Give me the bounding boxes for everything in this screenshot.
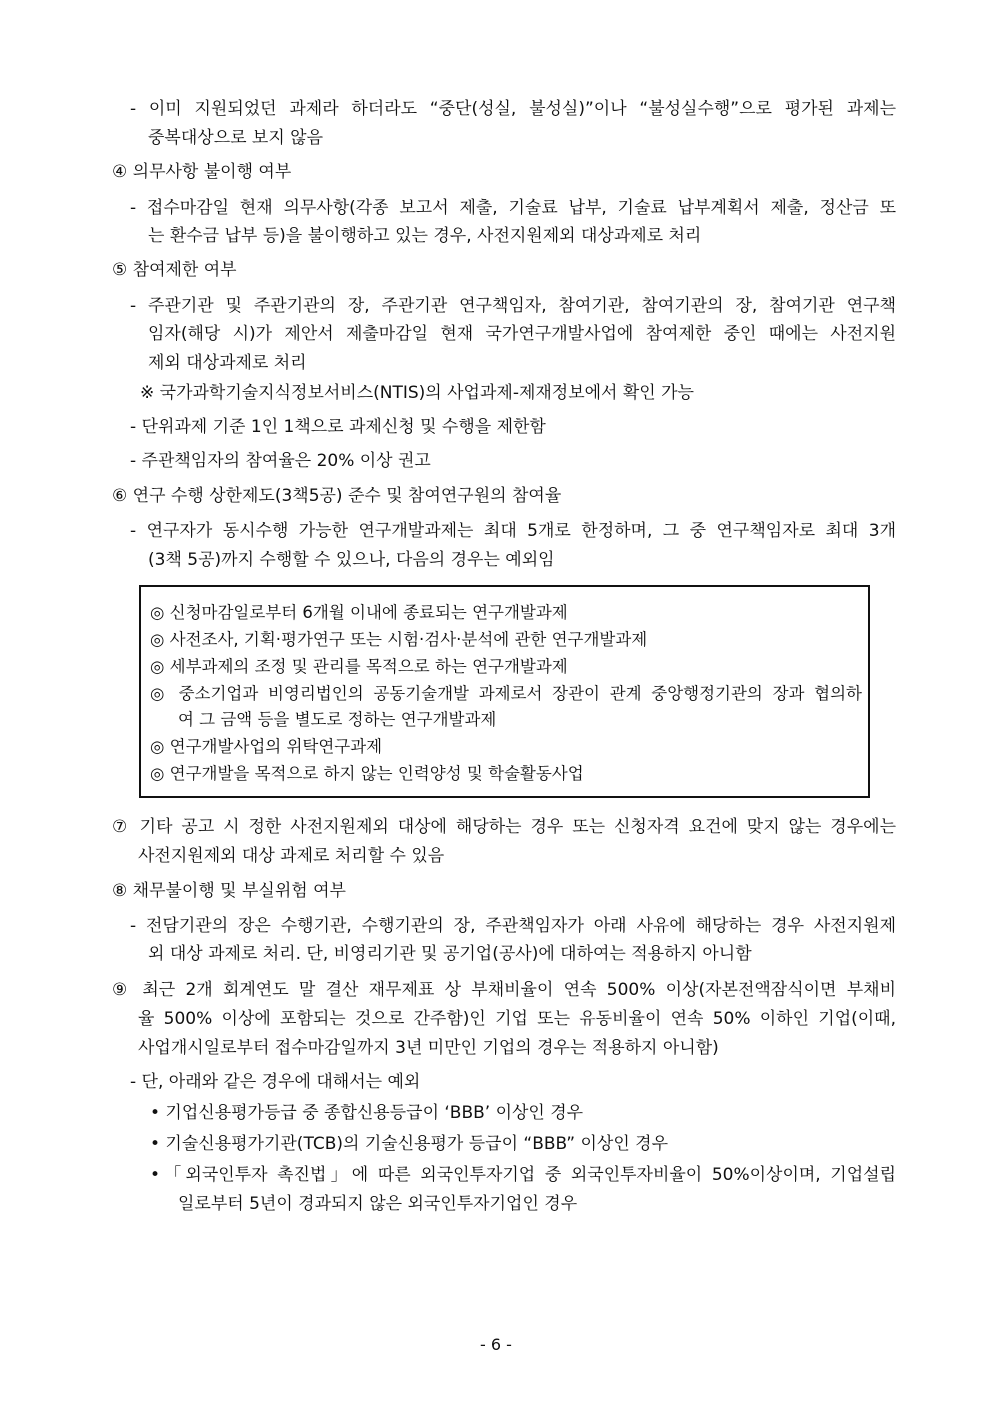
section-heading: ⑦ 기타 공고 시 정한 사전지원제외 대상에 해당하는 경우 또는 신청자격 요건에 맞지 않는 경우에는 [112,817,896,837]
page-number: - 6 - [480,1335,512,1354]
text-line: - 접수마감일 현재 의무사항(각종 보고서 제출, 기술료 납부, 기술료 납부계획서 제출, 정산금 또 [130,198,896,218]
bullet-item: 일로부터 5년이 경과되지 않은 외국인투자기업인 경우 [178,1194,578,1214]
bullet-item: • 기업신용평가등급 중 종합신용등급이 ‘BBB’ 이상인 경우 [150,1103,584,1123]
box-item: ◎ 신청마감일로부터 6개월 이내에 종료되는 연구개발과제 [150,603,568,622]
box-item: 여 그 금액 등을 별도로 정하는 연구개발과제 [178,710,497,729]
text-line: - 연구자가 동시수행 가능한 연구개발과제는 최대 5개로 한정하며, 그 중 연구책임자로 최대 3개 [130,521,896,541]
text-line: 임자(해당 시)가 제안서 제출마감일 현재 국가연구개발사업에 참여제한 중인 때에는 사전지원 [148,324,896,344]
text-line: - 전담기관의 장은 수행기관, 수행기관의 장, 주관책임자가 아래 사유에 해당하는 경우 사전지원제 [130,916,896,936]
text-line: 율 500% 이상에 포함되는 것으로 간주함)인 기업 또는 유동비율이 연속 50% 이하인 기업(이때, [138,1009,896,1029]
section-heading: ④ 의무사항 불이행 여부 [112,162,292,182]
section-heading: ⑥ 연구 수행 상한제도(3책5공) 준수 및 참여연구원의 참여율 [112,486,562,506]
box-item: ◎ 세부과제의 조정 및 관리를 목적으로 하는 연구개발과제 [150,657,568,676]
bullet-item: •「외국인투자 촉진법」에 따른 외국인투자기업 중 외국인투자비율이 50%이상이며, 기업설립 [150,1165,896,1185]
text-line: - 단위과제 기준 1인 1책으로 과제신청 및 수행을 제한함 [130,417,546,437]
section-heading: ⑨ 최근 2개 회계연도 말 결산 재무제표 상 부채비율이 연속 500% 이상(자본전액잠식이면 부채비 [112,980,896,1000]
text-line: 는 환수금 납부 등)을 불이행하고 있는 경우, 사전지원제외 대상과제로 처리 [148,226,702,246]
text-line: - 주관책임자의 참여율은 20% 이상 권고 [130,451,431,471]
box-item: ◎ 연구개발을 목적으로 하지 않는 인력양성 및 학술활동사업 [150,764,584,783]
note-line: ※ 국가과학기술지식정보서비스(NTIS)의 사업과제-제재정보에서 확인 가능 [140,383,694,403]
section-heading: ⑤ 참여제한 여부 [112,260,237,280]
text-line: 제외 대상과제로 처리 [148,353,307,373]
text-line: - 이미 지원되었던 과제라 하더라도 “중단(성실, 불성실)”이나 “불성실수행”으로 평가된 과제는 [130,99,896,119]
bullet-item: • 기술신용평가기관(TCB)의 기술신용평가 등급이 “BBB” 이상인 경우 [150,1134,669,1154]
text-line: (3책 5공)까지 수행할 수 있으나, 다음의 경우는 예외임 [148,550,555,570]
text-line: 사전지원제외 대상 과제로 처리할 수 있음 [138,846,445,866]
text-line: 사업개시일로부터 접수마감일까지 3년 미만인 기업의 경우는 적용하지 아니함) [138,1038,719,1058]
box-item: ◎ 연구개발사업의 위탁연구과제 [150,737,383,756]
text-line: - 단, 아래와 같은 경우에 대해서는 예외 [130,1072,421,1092]
text-line: 외 대상 과제로 처리. 단, 비영리기관 및 공기업(공사)에 대하여는 적용하지 아니함 [148,944,752,964]
text-line: - 주관기관 및 주관기관의 장, 주관기관 연구책임자, 참여기관, 참여기관의 장, 참여기관 연구책 [130,296,896,316]
text-line: 중복대상으로 보지 않음 [148,128,324,148]
section-heading: ⑧ 채무불이행 및 부실위험 여부 [112,881,346,901]
box-item: ◎ 중소기업과 비영리법인의 공동기술개발 과제로서 장관이 관계 중앙행정기관의 장과 협의하 [150,684,862,703]
exception-box [139,585,870,798]
box-item: ◎ 사전조사, 기획·평가연구 또는 시험·검사·분석에 관한 연구개발과제 [150,630,648,649]
